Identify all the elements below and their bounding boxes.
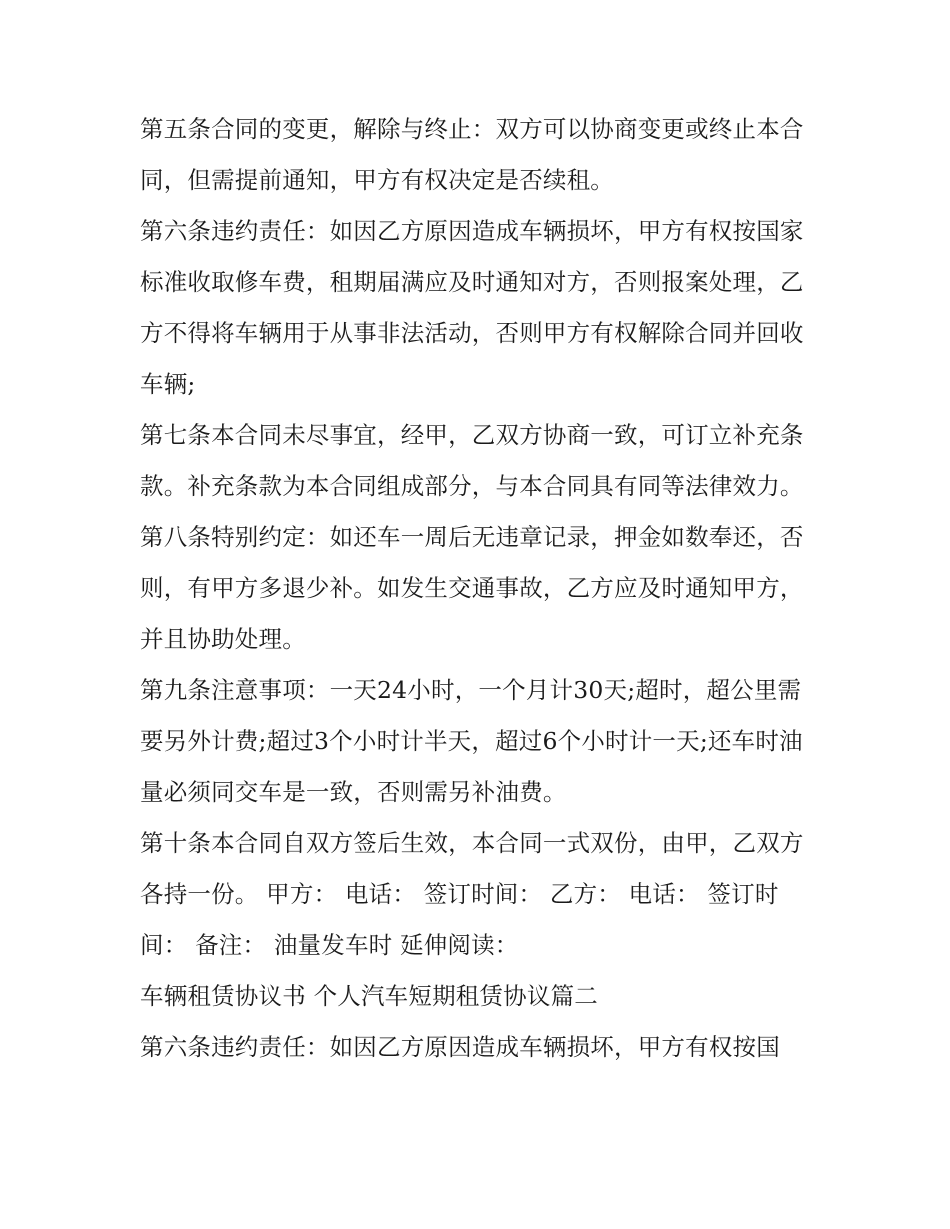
section-heading-part-two: 车辆租赁协议书 个人汽车短期租赁协议篇二 bbox=[140, 982, 598, 1010]
clause-5-change-termination: 第五条合同的变更，解除与终止：双方可以协商变更或终止本合同，但需提前通知，甲方有权决定是否续租。 bbox=[140, 115, 804, 194]
document-body bbox=[140, 104, 820, 1073]
clause-7-supplementary-terms: 第七条本合同未尽事宜，经甲，乙双方协商一致，可订立补充条款。补充条款为本合同组成部分，与本合同具有同等法律效力。 bbox=[140, 421, 804, 500]
clause-10-effectiveness-signatures: 第十条本合同自双方签后生效，本合同一式双份，由甲，乙双方各持一份。 甲方： 电话： 签订时间： 乙方： 电话： 签订时间： 备注： 油量发车时 延伸阅读： bbox=[140, 829, 804, 959]
clause-9-notes: 第九条注意事项：一天24小时，一个月计30天;超时，超公里需要另外计费;超过3个小时计半天，超过6个小时计一天;还车时油量必须同交车是一致，否则需另补油费。 bbox=[140, 676, 803, 806]
clause-8-special-agreement: 第八条特别约定：如还车一周后无违章记录，押金如数奉还，否则，有甲方多退少补。如发生交通事故，乙方应及时通知甲方，并且协助处理。 bbox=[140, 523, 804, 653]
clause-6-breach-liability-repeat: 第六条违约责任：如因乙方原因造成车辆损坏，甲方有权按国 bbox=[140, 1033, 780, 1061]
clause-6-breach-liability: 第六条违约责任：如因乙方原因造成车辆损坏，甲方有权按国家标准收取修车费，租期届满应及时通知对方，否则报案处理，乙方不得将车辆用于从事非法活动，否则甲方有权解除合同并回收车辆; bbox=[140, 217, 804, 398]
